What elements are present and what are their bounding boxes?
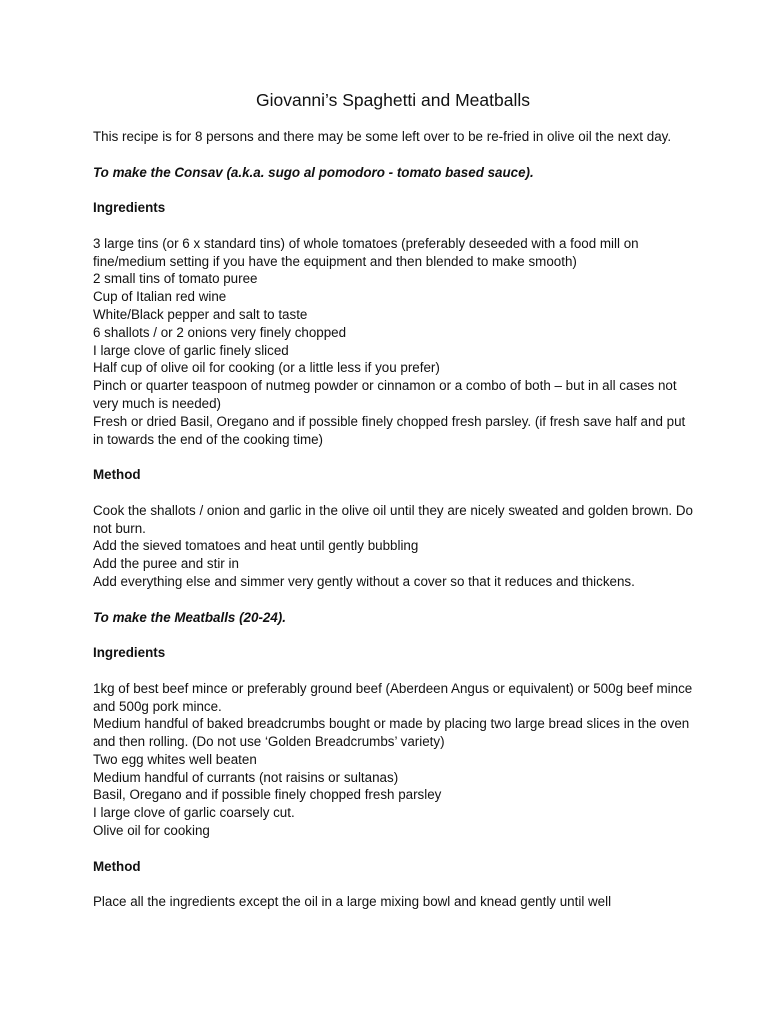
list-item: 6 shallots / or 2 onions very finely chopped	[93, 324, 347, 340]
list-item: Add everything else and simmer very gently without a cover so that it reduces and thickens.	[93, 573, 635, 589]
list-item: Basil, Oregano and if possible finely chopped fresh parsley	[93, 787, 442, 803]
sauce-method-heading: Method	[93, 467, 141, 483]
list-item: 2 small tins of tomato puree	[93, 271, 258, 287]
sauce-method-list	[93, 502, 693, 591]
list-item: Two egg whites well beaten	[93, 751, 257, 767]
document-body	[93, 88, 693, 911]
list-item: 3 large tins (or 6 x standard tins) of whole tomatoes (preferably deseeded with a food mill on fine/medium setting if you have the equipment and then blended to make smooth)	[93, 235, 639, 269]
sauce-heading: To make the Consav (a.k.a. sugo al pomodoro - tomato based sauce).	[93, 164, 534, 180]
meatballs-ingredients-list	[93, 680, 693, 840]
list-item: Medium handful of baked breadcrumbs bought or made by placing two large bread slices in the oven and then rolling. (Do not use ‘Golden Breadcrumbs’ variety)	[93, 716, 690, 750]
meatballs-method-list	[93, 893, 693, 911]
list-item: White/Black pepper and salt to taste	[93, 306, 308, 322]
sauce-ingredients-list	[93, 235, 693, 449]
list-item: Pinch or quarter teaspoon of nutmeg powder or cinnamon or a combo of both – but in all cases not very much is needed)	[93, 378, 677, 411]
list-item: Fresh or dried Basil, Oregano and if possible finely chopped fresh parsley. (if fresh save half and put in towards the end of the cooking time)	[93, 413, 686, 447]
meatballs-heading: To make the Meatballs (20-24).	[93, 609, 286, 625]
intro-paragraph: This recipe is for 8 persons and there may be some left over to be re-fried in olive oil the next day.	[93, 129, 672, 144]
meatballs-method-heading: Method	[93, 858, 141, 874]
meatballs-ingredients-heading: Ingredients	[93, 645, 166, 661]
list-item: Place all the ingredients except the oil in a large mixing bowl and knead gently until well	[93, 894, 612, 910]
list-item: Medium handful of currants (not raisins or sultanas)	[93, 769, 399, 785]
list-item: I large clove of garlic finely sliced	[93, 342, 289, 358]
list-item: Olive oil for cooking	[93, 823, 210, 839]
page-title: Giovanni’s Spaghetti and Meatballs	[255, 90, 531, 110]
list-item: Half cup of olive oil for cooking (or a little less if you prefer)	[93, 360, 440, 376]
sauce-ingredients-heading: Ingredients	[93, 200, 166, 216]
list-item: 1kg of best beef mince or preferably ground beef (Aberdeen Angus or equivalent) or 500g beef mince and 500g pork mince.	[93, 680, 693, 714]
list-item: Add the puree and stir in	[93, 556, 239, 572]
list-item: Cup of Italian red wine	[93, 289, 227, 305]
list-item: Cook the shallots / onion and garlic in the olive oil until they are nicely sweated and golden brown. Do not burn.	[93, 502, 693, 536]
list-item: Add the sieved tomatoes and heat until gently bubbling	[93, 538, 419, 554]
list-item: I large clove of garlic coarsely cut.	[93, 805, 295, 821]
